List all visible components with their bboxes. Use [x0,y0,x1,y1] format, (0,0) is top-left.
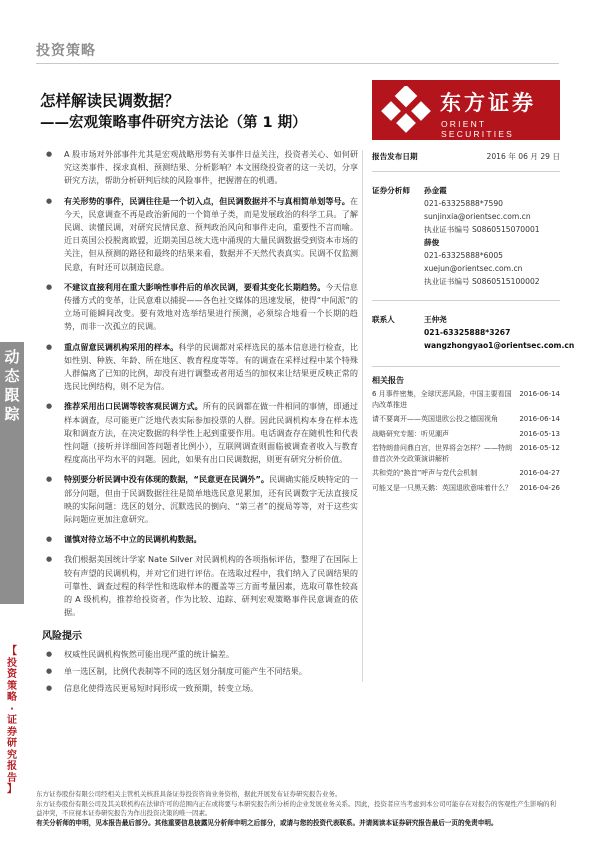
footer-notice: 有关分析师的申明，见本报告最后部分。其他重要信息披露见分析师申明之后部分，或请与您的投资代表联系。并请阅读本证券研究报告最后一页的免责申明。 [36,818,498,827]
footer-line: 东方证券股份有限公司经相关主管机关核准具备证券投资咨询业务资格，据此开展发布证券研究报告业务。 [36,790,342,798]
key-point-item [36,553,358,619]
key-point-lead: 推荐采用出口民调等较客观民调方式。 [64,401,203,412]
key-point-text: 在今天，民意调查不再是政治新闻的一个简单子类，而是发展政治的科学工具。了解民调、读懂民调，对研究民情民意、预判政治风向和事件走向，重要性不言而喻。近日英国公投脱离欧盟，近期美国总统大选中涌现的大量民调数据受到资本市场的关注，但从预测的路径和最终的结果来看，数据并不天然代表真实。民调不仅监测民意，有时还可以制造民意。 [64,195,358,272]
contact-email[interactable]: wangzhongyao1@orientsec.com.cn [424,341,575,350]
report-subtitle: ——宏观策略事件研究方法论（第 1 期） [40,115,307,131]
analyst-name: 薛俊 [424,238,440,247]
analyst-row [372,184,560,197]
key-point-text: 今天信息传播方式的变革，让民意难以捕捉——各色社交媒体的迅速发展，使得“中间派”的立场可能瞬间改变。要有效地对选举结果进行预测，必须综合地看一个长期的趋势，而非一次孤立的民调。 [64,281,358,332]
related-reports-title: 相关报告 [372,376,404,385]
disclaimer-footer [36,790,559,828]
contact-row [372,313,560,326]
related-report-date: 2016-04-26 [519,483,560,492]
key-point-item [36,533,358,546]
key-point-item [36,195,358,274]
divider [372,366,560,367]
key-point-item [36,341,358,394]
divider [372,171,560,172]
key-point-lead: 不建议直接利用在重大影响性事件后的单次民调，要看其变化长期趋势。 [64,281,326,292]
risk-item: ● 权威性民调机构恢然可能出现严重的统计偏差。 [36,646,358,663]
risk-title: 风险提示 [42,630,82,642]
related-report-item[interactable] [372,429,560,440]
related-reports-list [372,389,560,493]
analyst-email[interactable]: xuejun@orientsec.com.cn [424,264,523,273]
risk-item: ● 单一选区制，比例代表制等不同的选区划分制度可能产生不同结果。 [36,663,358,680]
key-point-text: 所有的民调都在做一件相同的事情，即通过样本调查，尽可能更广泛地代表实际参加投票的人群。因此民调机构本身在样本选取和调查方法，在决定数据的科学性上起到重要作用。电话调查存在随机性和代表性问题（接听并详细回答问题者比例小），互联网调查则面临被调查者收入与教育程度高出平均水平的问题。因此，如果有出口民调数据，则更有研究分析价值。 [64,401,358,465]
key-point-item [36,281,358,334]
related-report-date: 2016-06-14 [519,415,560,423]
report-title: 怎样解读民调数据？ [40,92,180,110]
column-divider [362,150,363,682]
section-label: 投资策略 [36,43,96,59]
side-report-tag: 【 投 资 策 略 · 证 券 研 究 报 告 】 [7,646,17,795]
related-report-title[interactable]: 战略研究专题：听见潮声 [372,429,449,438]
related-report-title[interactable]: 可能又是一只黑天鹅：英国退欧意味着什么？ [372,483,512,492]
contact-label: 联系人 [372,315,395,324]
side-category-label: 动 态 跟 踪 [4,348,20,423]
analyst-info [372,197,560,288]
analyst-email[interactable]: sunjinxia@orientsec.com.cn [424,212,531,221]
related-report-item[interactable] [372,414,560,425]
logo-chinese-name: 东方证券 [440,91,536,115]
contact-name: 王仲尧 [424,315,447,324]
report-info-panel [372,150,575,497]
key-point-lead: 谨慎对待立场不中立的民调机构数据。 [64,534,202,545]
publish-date-value: 2016 年 06 月 29 日 [486,152,560,161]
related-report-date: 2016-04-27 [519,469,560,477]
related-report-title[interactable]: 共和党的“换首”呼声与党代会机制 [372,469,478,477]
orient-logo-icon [380,86,432,134]
divider [372,300,560,301]
analyst-cert: 执业证书编号 S0860515100002 [424,277,540,286]
risk-item: ● 信息化使得选民更易短时间形成一致预期，转变立场。 [36,680,358,697]
related-report-item[interactable] [372,389,560,410]
related-report-date: 2016-06-14 [519,390,560,398]
related-report-title[interactable]: 若特朗普问鼎白宫，世界将会怎样？——特朗普首次外交政策演讲解析 [372,444,512,463]
key-point-lead: 有关形势的事件，民调往往是一个切入点，但民调数据并不与真相简单划等号。 [64,195,350,206]
related-report-title[interactable]: 6 月事件密集，全球厌恶风险，中国主要看国内改革推进 [372,390,512,409]
risk-list [36,646,358,697]
key-point-text: A 股市场对外部事件尤其是宏观战略形势有关事件日益关注，投资者关心、如何研究这类事件、探求真相、预测结果、分析影响？本文围绕投资者的这一关切，分享研究方法，帮助分析研判后续的风险事件，把握潜在的机遇。 [64,149,358,186]
related-report-item[interactable] [372,443,560,464]
publish-date-row [372,150,560,163]
main-content [36,148,358,697]
contact-info [372,326,575,352]
analyst-phone: 021-63325888*7590 [424,199,504,208]
footer-line: 东方证券股份有限公司及其关联机构在法律许可的范围内正在或将要与本研究报告所分析的企业发展业务关系。因此，投资者应当考虑到本公司可能存在对报告的客观性产生影响的利益冲突，不应视本证券研究报告为作出投资决策的唯一因素。 [36,799,556,817]
title-divider [36,63,559,64]
key-point-text: 民调确实能反映特定的一部分问题，但由于民调数据往往是简单地选民意见累加，还有民调数字无法直接反映的实际问题：选区的划分、沉默选民的倒向、“第三者”的搅局等等，对于这些实际问题应更加注意研究。 [64,474,358,525]
contact-phone: 021-63325888*3267 [424,328,511,337]
analyst-label: 证券分析师 [372,186,410,195]
related-report-date: 2016-05-13 [519,429,560,438]
key-point-item [36,148,358,188]
side-category-block [0,342,24,604]
publish-date-label: 报告发布日期 [372,152,418,161]
related-report-title[interactable]: 请不要离开——英国退欧公投之德国视角 [372,415,498,423]
analyst-phone: 021-63325888*6005 [424,251,504,260]
related-report-item[interactable] [372,483,560,494]
analyst-cert: 执业证书编号 S0860515070001 [424,225,540,234]
related-report-item[interactable] [372,468,560,479]
key-point-item [36,400,358,466]
key-point-lead: 重点留意民调机构采用的样本。 [64,341,179,352]
key-point-lead: 特别要分析民调中没有体现的数据，“民意更在民调外”。 [64,474,269,485]
key-points-list [36,148,358,620]
related-report-date: 2016-05-12 [519,444,560,452]
key-point-text: 我们根据美国统计学家 Nate Silver 对民调机构的各项指标评估，整理了在国际上较有声望的民调机构，并对它们进行评估。在选取过程中，我们纳入了民调结果的可靠性、调查过程的科学性和选取样本的覆盖等三方面考量因素，选取可靠性较高的 A 级机构，推荐给投资者，作为比较、追踪、研判宏观策略事件民意调查的依据。 [64,554,358,618]
key-point-item [36,473,358,526]
company-logo [372,80,560,140]
key-point-text: 科学的民调都对采样选民的基本信息进行检查，比如性别、种族、年龄、所在地区、教育程度等等。有的调查在采样过程中某个特殊人群偏离了已知的比例，却没有进行调整或者用适当的加权来让结果更反映正常的选民比例结构，则不足为信。 [64,341,358,392]
analyst-name: 孙金霞 [424,186,447,195]
logo-english-name: ORIENT SECURITIES [441,119,515,139]
